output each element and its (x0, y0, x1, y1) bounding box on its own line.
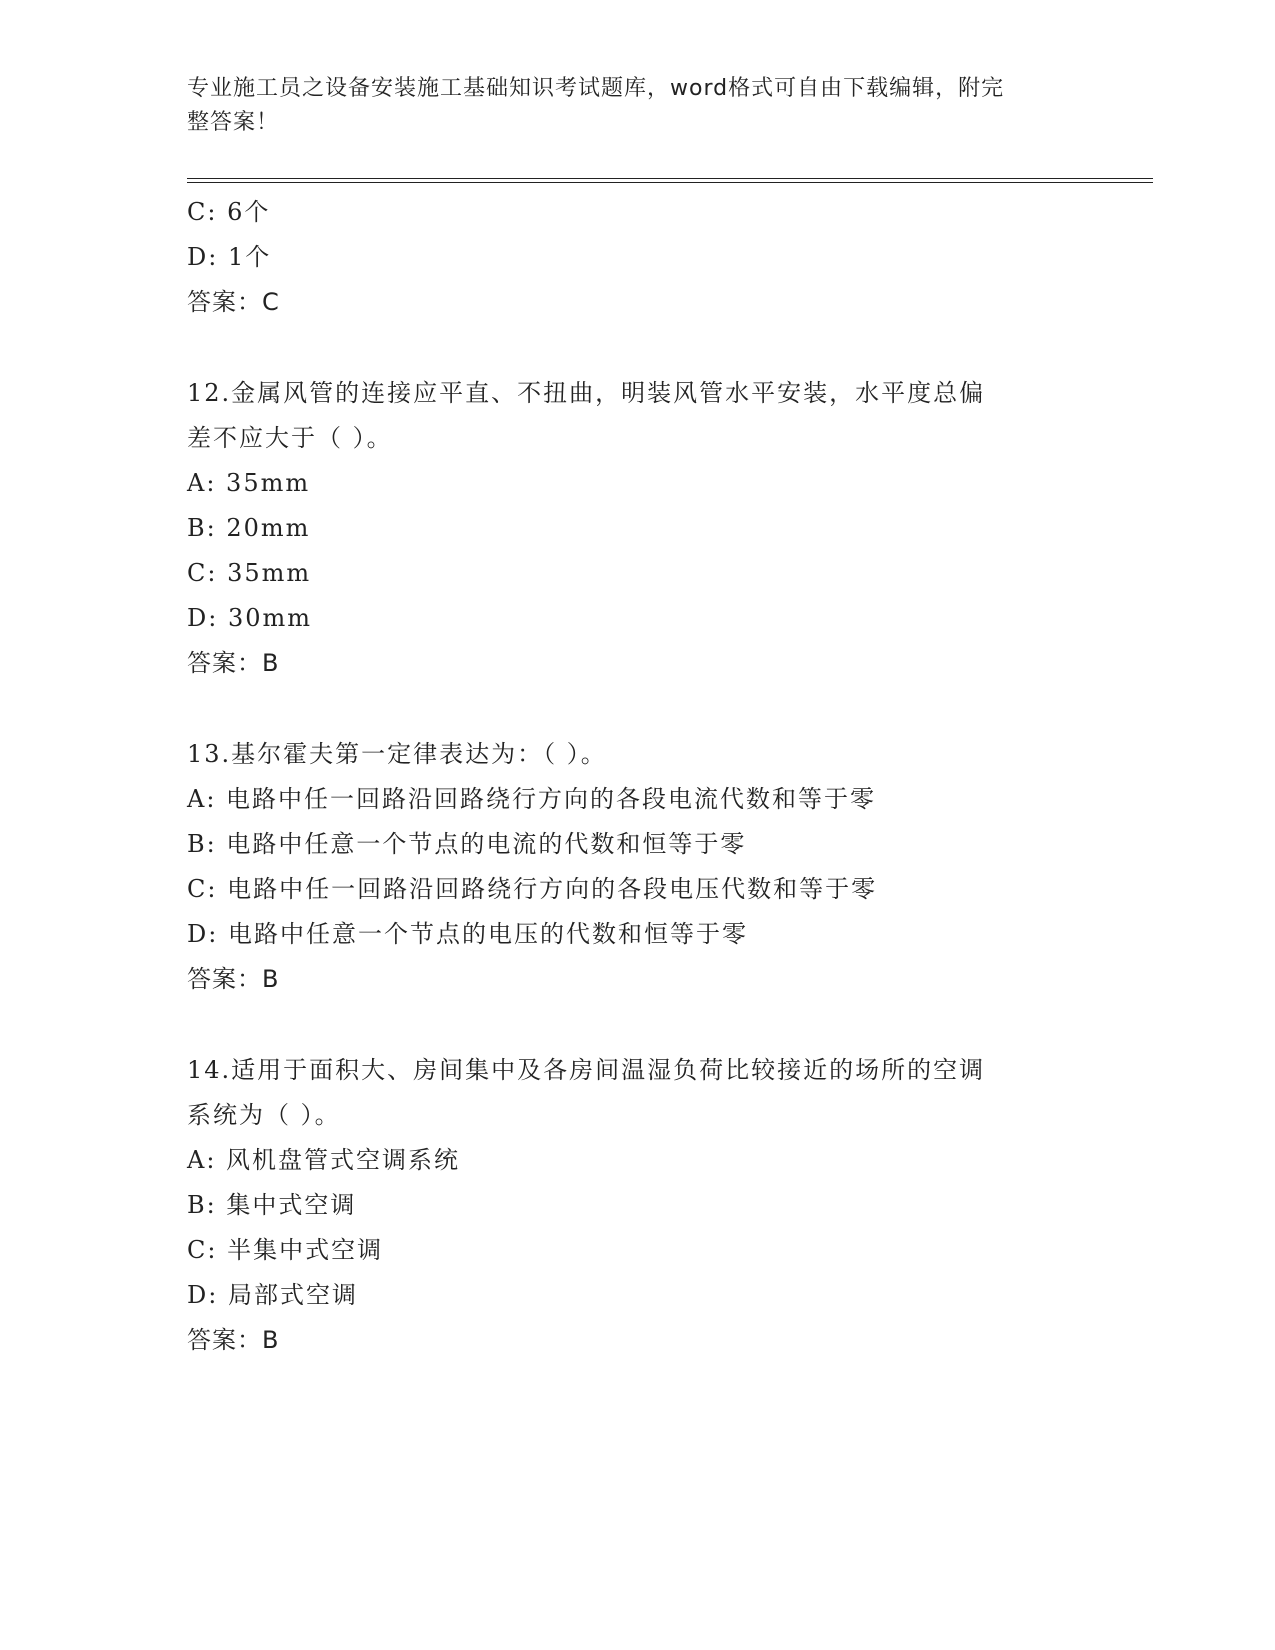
option-d: D: 1个 (187, 243, 272, 271)
answer-line: 答案：B (187, 649, 280, 677)
option-d: D: 局部式空调 (187, 1281, 358, 1309)
spacer (187, 1002, 1087, 1048)
answer-line: 答案：B (187, 965, 280, 993)
option-c: C: 电路中任一回路沿回路绕行方向的各段电压代数和等于零 (187, 875, 878, 903)
question-block-12 (187, 371, 1087, 686)
option-a: A: 风机盘管式空调系统 (187, 1146, 461, 1174)
question-content (187, 190, 1087, 1363)
option-b: B: 集中式空调 (187, 1191, 357, 1219)
option-c: C: 6个 (187, 198, 271, 226)
option-a: A: 电路中任一回路沿回路绕行方向的各段电流代数和等于零 (187, 785, 877, 813)
question-block-13 (187, 732, 1087, 1002)
option-d: D: 电路中任意一个节点的电压的代数和恒等于零 (187, 920, 748, 948)
option-d: D: 30mm (187, 604, 313, 632)
question-text-line-2: 差不应大于（ ）。 (187, 424, 393, 452)
question-text-line-1: 13.基尔霍夫第一定律表达为：（ ）。 (187, 740, 607, 768)
question-block-11 (187, 190, 1087, 325)
document-header (187, 72, 1087, 140)
spacer (187, 686, 1087, 732)
option-b: B: 电路中任意一个节点的电流的代数和恒等于零 (187, 830, 747, 858)
answer-line: 答案：B (187, 1326, 280, 1354)
question-text-line-2: 系统为（ ）。 (187, 1101, 341, 1129)
header-line-2: 整答案！ (187, 110, 280, 135)
option-c: C: 半集中式空调 (187, 1236, 384, 1264)
header-divider-top (187, 178, 1153, 179)
option-b: B: 20mm (187, 514, 311, 542)
option-c: C: 35mm (187, 559, 312, 587)
answer-line: 答案：C (187, 288, 280, 316)
question-text-line-1: 12.金属风管的连接应平直、不扭曲，明装风管水平安装，水平度总偏 (187, 379, 986, 407)
option-a: A: 35mm (187, 469, 311, 497)
question-block-14 (187, 1048, 1087, 1363)
header-line-1: 专业施工员之设备安装施工基础知识考试题库，word格式可自由下载编辑，附完 (187, 76, 1005, 101)
header-divider-bottom (187, 182, 1153, 183)
question-text-line-1: 14.适用于面积大、房间集中及各房间温湿负荷比较接近的场所的空调 (187, 1056, 986, 1084)
spacer (187, 325, 1087, 371)
